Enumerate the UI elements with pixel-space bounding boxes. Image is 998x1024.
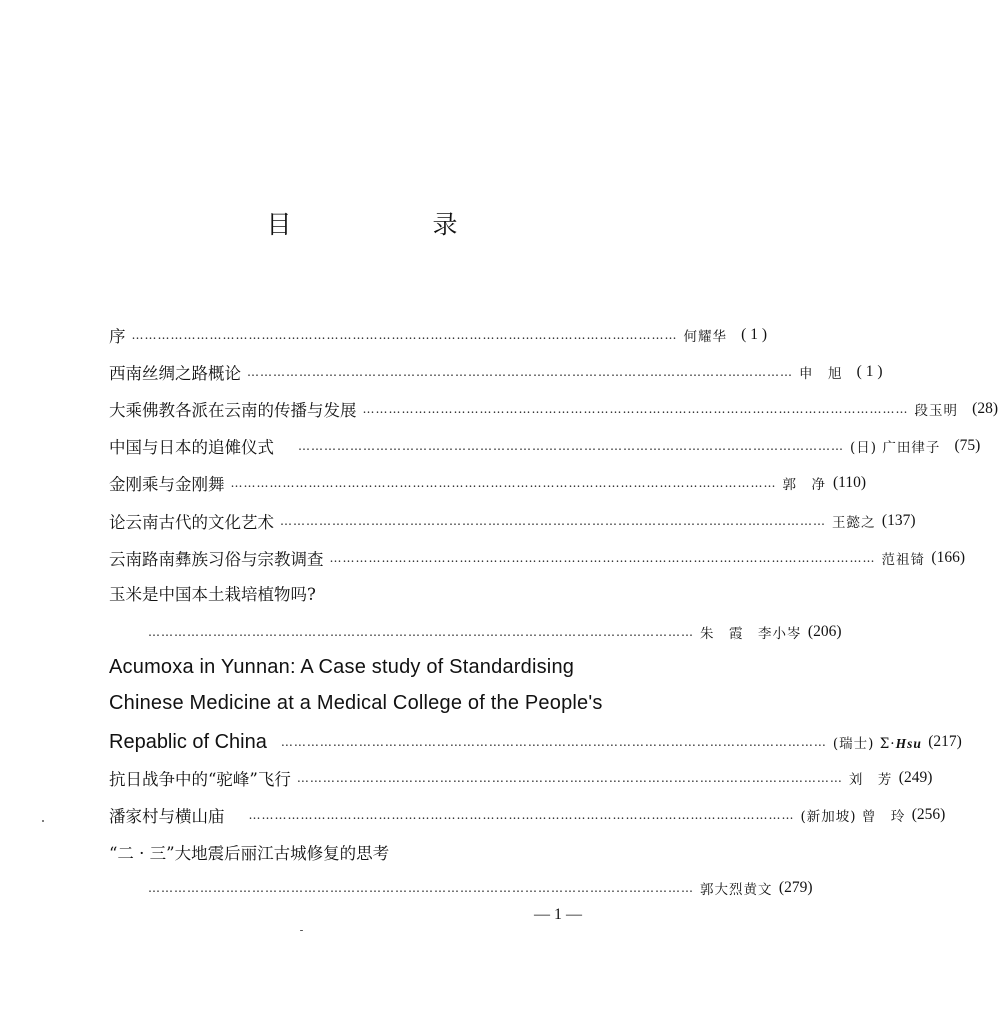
entry-page: ( 1 ) <box>741 326 767 343</box>
dot-leader: ……………………………………………………………………………………………………………… <box>248 808 795 822</box>
dot-leader: ……………………………………………………………………………………………………………… <box>280 514 826 528</box>
entry-title-english-line-3: Repablic of China <box>109 730 267 753</box>
entry-page: (217) <box>928 733 962 750</box>
entry-author: 段玉明 <box>914 403 958 419</box>
entry-page: (256) <box>911 806 946 823</box>
entry-title: 西南丝绸之路概论 <box>109 364 241 383</box>
author-country: (瑞士) <box>832 736 875 752</box>
toc-entry <box>109 800 946 830</box>
entry-author: 范祖锜 <box>881 552 925 568</box>
entry-title-english-line-2: Chinese Medicine at a Medical College of the People's <box>109 692 603 714</box>
toc-entry-title-line <box>109 578 623 608</box>
scan-speck <box>42 820 44 822</box>
entry-title: “二 · 三”大地震后丽江古城修复的思考 <box>109 844 390 863</box>
entry-author: 王懿之 <box>832 515 876 531</box>
page-title: 目 录 <box>266 210 516 239</box>
entry-page: (206) <box>807 623 842 640</box>
entry-title: 潘家村与横山庙 <box>109 807 225 826</box>
entry-author: 申 旭 <box>799 366 843 382</box>
entry-page: (166) <box>931 549 965 566</box>
toc-entry <box>109 727 962 757</box>
scan-speck <box>300 930 303 931</box>
entry-author: 郭 净 <box>782 477 826 493</box>
entry-author: 何耀华 <box>683 329 727 345</box>
toc-entry <box>109 763 933 793</box>
entry-page: (137) <box>881 512 916 529</box>
dot-leader: ……………………………………………………………………………………………………………… <box>247 365 793 379</box>
dot-leader: ……………………………………………………………………………………………………………… <box>131 328 678 342</box>
toc-entry <box>109 357 883 387</box>
toc-entry <box>109 468 866 498</box>
entry-title: 序 <box>109 327 126 346</box>
toc-entry-continuation <box>148 617 842 647</box>
entry-title: 中国与日本的追傩仪式 <box>109 438 274 457</box>
entry-author <box>833 732 922 752</box>
dot-leader: ……………………………………………………………………………………………………………… <box>230 476 777 490</box>
entry-title: 玉米是中国本土栽培植物吗? <box>109 585 316 604</box>
entry-author: (日) 广田律子 <box>850 440 941 456</box>
entry-page: ( 1 ) <box>856 363 883 380</box>
dot-leader: ……………………………………………………………………………………………………………… <box>329 551 876 565</box>
toc-entry <box>109 543 965 573</box>
toc-entry <box>109 431 981 461</box>
entry-page: (279) <box>778 879 813 896</box>
entry-title: 金刚乘与金刚舞 <box>109 475 225 494</box>
entry-title: 云南路南彝族习俗与宗教调查 <box>109 550 324 569</box>
entry-author: 郭大烈黄文 <box>700 882 773 898</box>
author-dot: · <box>890 736 896 752</box>
entry-title-english-line-1: Acumoxa in Yunnan: A Case study of Standardising <box>109 656 575 678</box>
toc-entry <box>109 394 998 424</box>
dot-leader: ……………………………………………………………………………………………………………… <box>298 439 844 453</box>
entry-page: (110) <box>833 474 866 491</box>
entry-author: (新加坡) 曾 玲 <box>800 809 906 825</box>
entry-title: 论云南古代的文化艺术 <box>109 513 274 532</box>
dot-leader: ……………………………………………………………………………………………………………… <box>148 625 694 639</box>
toc-entry <box>109 506 916 536</box>
entry-page: (249) <box>898 769 933 786</box>
author-sigma: Σ <box>879 736 891 752</box>
toc-entry-continuation <box>148 873 813 903</box>
dot-leader: ……………………………………………………………………………………………………………… <box>280 735 827 749</box>
dot-leader: ……………………………………………………………………………………………………………… <box>148 881 694 895</box>
toc-entry-title-line <box>109 837 623 867</box>
entry-title: 抗日战争中的“驼峰”飞行 <box>109 770 291 789</box>
entry-page: (75) <box>954 437 981 454</box>
author-name: Hsu <box>895 736 922 751</box>
entry-author: 刘 芳 <box>848 772 893 788</box>
dot-leader: ……………………………………………………………………………………………………………… <box>362 402 909 416</box>
entry-title: 大乘佛教各派在云南的传播与发展 <box>109 401 357 420</box>
entry-page: (28) <box>972 400 998 417</box>
entry-author: 朱 霞 李小岑 <box>700 626 802 642</box>
toc-entry <box>109 320 767 350</box>
page-number: — 1 — <box>534 906 582 923</box>
dot-leader: ……………………………………………………………………………………………………………… <box>296 771 843 785</box>
